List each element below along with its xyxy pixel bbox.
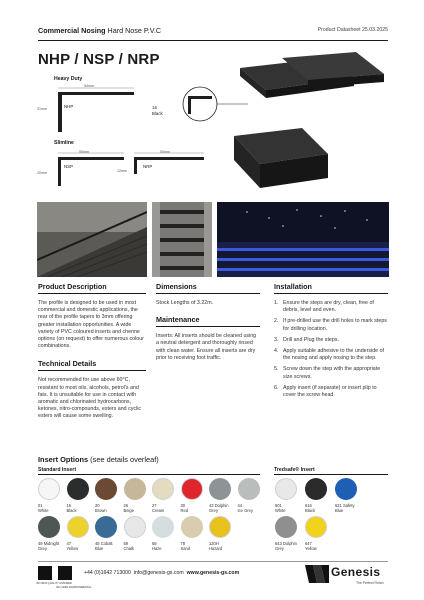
heavy-duty-label: Heavy Duty xyxy=(54,76,83,82)
installation-steps xyxy=(274,300,388,399)
standard-insert-swatch xyxy=(95,478,117,500)
tredsafe-insert-swatch xyxy=(275,516,297,538)
standard-insert-swatch xyxy=(67,478,89,500)
standard-insert-swatch xyxy=(238,478,260,500)
standard-insert-swatch-label: 01 White xyxy=(38,503,49,513)
iso-9001-caption: ISO 9001 QUALITY ASSURED xyxy=(36,582,72,585)
nsp-top-dimension: 55mm xyxy=(79,150,89,154)
tredsafe-insert-swatch-label: 643 Dolphin Grey xyxy=(275,541,297,551)
nosing-3d-render xyxy=(178,50,390,200)
tredsafe-insert-swatch xyxy=(275,478,297,500)
standard-insert-swatch xyxy=(209,516,231,538)
iso-9001-badge xyxy=(38,566,52,580)
installation-step: 6. Apply insert (if separate) or insert plip to cover the screw head. xyxy=(274,384,377,399)
standard-insert-swatch xyxy=(209,478,231,500)
standard-insert-swatch xyxy=(181,516,203,538)
standard-insert-swatch-label: 43 Dolphin Grey xyxy=(209,503,229,513)
nhp-top-dimension: 54mm xyxy=(84,84,94,88)
standard-insert-swatch-label: 47 Yellow xyxy=(66,541,79,551)
nrp-side-dimension: 12mm xyxy=(117,169,127,173)
installation-step: 2. If pre-drilled use the drill holes to mark steps for drilling location. xyxy=(274,318,387,332)
product-type: Hard Nose P.V.C xyxy=(107,26,162,35)
nrp-code: NRP xyxy=(143,164,153,169)
standard-insert-swatch-label: 26 Beige xyxy=(123,503,134,513)
dimensions-heading: Dimensions xyxy=(156,282,197,291)
standard-insert-swatch xyxy=(95,516,117,538)
standard-insert-swatch xyxy=(38,516,60,538)
standard-insert-swatch-label: 78 Sand xyxy=(180,541,191,551)
header-divider xyxy=(38,40,388,41)
installation-step: 1. Ensure the steps are dry, clean, free of debris, level and even. xyxy=(274,300,374,314)
column-description xyxy=(38,282,146,421)
maintenance-body: Inserts: All inserts should be cleaned using a neutral detergent and thoroughly rinsed with clean water. Ensure all inserts are dry prior to receiving foot traffic. xyxy=(156,333,257,361)
installation-step: 5. Screw down the step with the appropriate size screws. xyxy=(274,366,381,380)
nhp-code: NHP xyxy=(64,104,74,109)
product-description-heading: Product Description xyxy=(38,282,107,291)
divider xyxy=(274,293,388,294)
tredsafe-insert-heading: Tredsafe® Insert xyxy=(274,467,315,473)
installation-step: 4. Apply suitable adhesive to the underside of the nosing and apply nosing to the step. xyxy=(274,348,385,362)
standard-insert-swatch-label: 120H Hazard xyxy=(209,541,223,551)
standard-insert-swatch-label: 49 Midnight Grey xyxy=(38,541,60,551)
tredsafe-insert-swatch xyxy=(305,516,327,538)
header xyxy=(38,26,388,38)
standard-insert-swatch-label: 68 Haze xyxy=(152,541,162,551)
standard-insert-swatch xyxy=(124,516,146,538)
email-link[interactable]: info@genesis-gs.com xyxy=(133,570,184,576)
tredsafe-insert-swatch xyxy=(305,478,327,500)
iso-14001-badge xyxy=(58,566,72,580)
standard-insert-swatch-label: 59 Chalk xyxy=(123,541,134,551)
divider xyxy=(274,474,388,475)
footer-divider xyxy=(38,561,388,562)
slimline-label: Slimline xyxy=(54,140,74,146)
tredsafe-insert-swatch-label: 621 Safety Blue xyxy=(335,503,355,513)
website-link[interactable]: www.genesis-gs.com xyxy=(186,570,240,576)
genesis-logo-icon xyxy=(305,563,329,585)
iso-14001-caption: ISO 14001 ENVIRONMENTAL xyxy=(56,586,92,589)
photo-cinema-auditorium xyxy=(217,202,389,277)
technical-details-heading: Technical Details xyxy=(38,359,97,369)
technical-details-body: Not recommended for use above 60°C, resistant to most oils, alcohols, petrol's and fats. It is unsuitable for use in contact with aromatic and chlorinated hydrocarbons, ketones, nitro-compounds, esters and cyclic esters will cause some swelling. xyxy=(38,377,142,420)
photo-stair-steps xyxy=(152,202,212,277)
standard-insert-swatch xyxy=(67,516,89,538)
nhp-side-dimension: 31mm xyxy=(37,107,47,111)
nhp-color-code: 16 xyxy=(152,105,157,110)
column-dimensions xyxy=(156,282,260,362)
divider xyxy=(156,326,260,327)
dimensions-body: Stock Lengths of 3.22m. xyxy=(156,300,214,306)
standard-insert-swatch-label: 30 Red xyxy=(180,503,189,513)
nhp-profile-drawing xyxy=(52,86,142,134)
brand-name: Genesis xyxy=(331,565,381,579)
brand-tagline: The Perfect Finish xyxy=(356,581,384,585)
standard-insert-swatch xyxy=(38,478,60,500)
footer-contact xyxy=(84,570,239,576)
standard-insert-swatch-label: 48 Cobalt Blue xyxy=(95,541,113,551)
nsp-code: NSP xyxy=(64,164,74,169)
nhp-color-name: Black xyxy=(152,111,163,116)
header-title xyxy=(38,26,161,35)
standard-insert-heading: Standard Insert xyxy=(38,467,77,473)
product-line: Commercial Nosing xyxy=(38,26,106,35)
nsp-side-dimension: 20mm xyxy=(37,171,47,175)
insert-options-title: Insert Options (see details overleaf) xyxy=(38,455,159,464)
installation-step: 3. Drill and Plug the steps. xyxy=(274,336,339,343)
column-installation xyxy=(274,282,388,403)
tredsafe-insert-swatch-label: 616 Black xyxy=(305,503,316,513)
standard-insert-swatch-label: 16 Black xyxy=(66,503,77,513)
standard-insert-swatch xyxy=(152,516,174,538)
divider xyxy=(38,474,260,475)
divider xyxy=(156,293,260,294)
tredsafe-insert-swatch xyxy=(335,478,357,500)
phone-number: +44 (0)1642 713000 xyxy=(84,570,131,576)
divider xyxy=(38,293,146,294)
nrp-top-dimension: 50mm xyxy=(160,150,170,154)
datasheet-date: Product Datasheet 25.03.2025 xyxy=(317,27,388,33)
maintenance-heading: Maintenance xyxy=(156,315,200,325)
standard-insert-swatch-label: 20 Brown xyxy=(95,503,107,513)
photo-staircase-handrail xyxy=(37,202,147,277)
standard-insert-swatch xyxy=(181,478,203,500)
installation-heading: Installation xyxy=(274,282,312,291)
product-description-body: The profile is designed to be used in most commercial and domestic applications, the rear of the profile tapers to 3mm offering greater installation opportunities. A wide variety of PVC coloured inserts and chenne options (on request) to offer numerous colour combinations. xyxy=(38,300,144,350)
standard-insert-swatch xyxy=(124,478,146,500)
tredsafe-insert-swatch-label: 647 Yellow xyxy=(305,541,317,551)
divider xyxy=(38,370,146,371)
standard-insert-swatch-label: 44 Ice Grey xyxy=(237,503,253,513)
page-title: NHP / NSP / NRP xyxy=(38,51,160,68)
standard-insert-swatch xyxy=(152,478,174,500)
standard-insert-swatch-label: 27 Cream xyxy=(152,503,165,513)
tredsafe-insert-swatch-label: 601 White xyxy=(275,503,286,513)
